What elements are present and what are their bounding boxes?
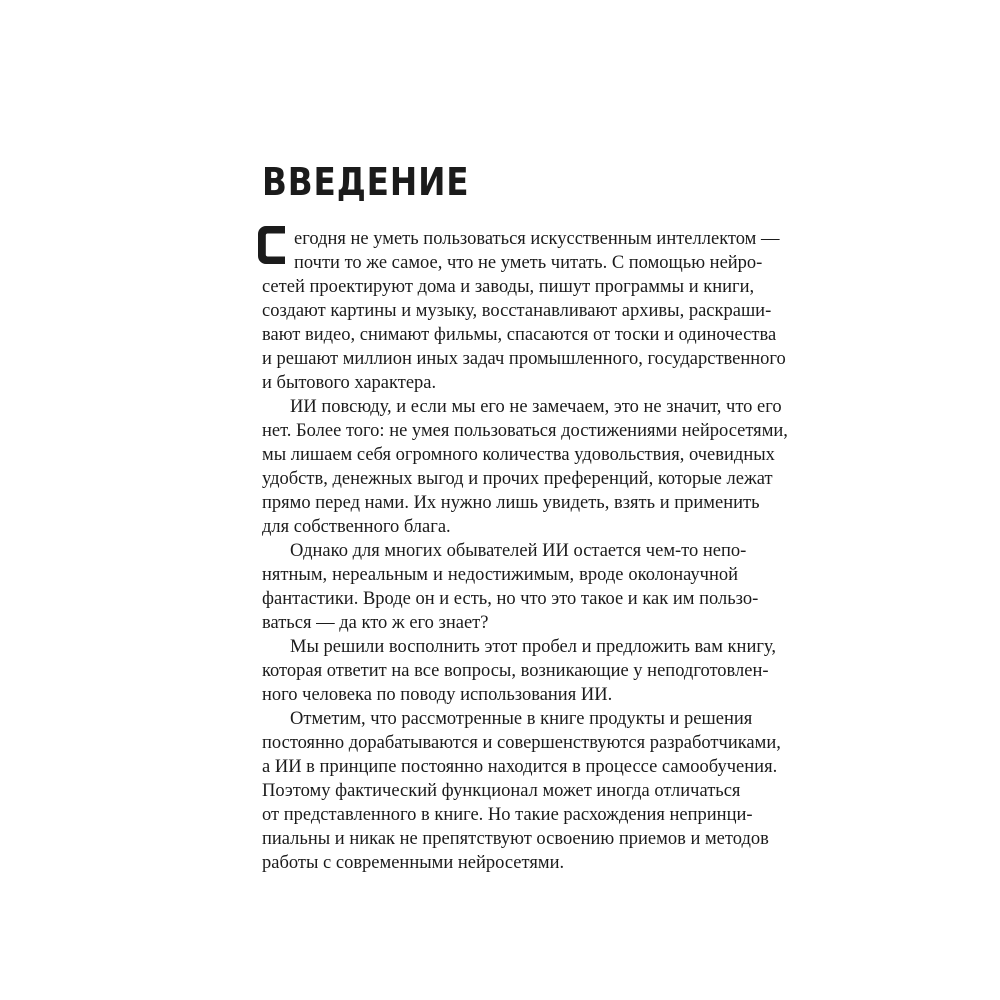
text-line: сетей проектируют дома и заводы, пишут программы и книги, — [262, 277, 755, 297]
text-line: нятным, нереальным и недостижимым, вроде околонаучной — [262, 565, 738, 585]
text-line: Мы решили восполнить этот пробел и предложить вам книгу, — [290, 637, 776, 657]
text-line: Отметим, что рассмотренные в книге продукты и решения — [290, 709, 753, 729]
text-line: Поэтому фактический функционал может иногда отличаться — [262, 781, 741, 801]
text-line: которая ответит на все вопросы, возникающие у неподготовлен- — [262, 661, 769, 681]
text-line: для собственного блага. — [262, 517, 451, 537]
text-line: пиальны и никак не препятствуют освоению приемов и методов — [262, 829, 769, 849]
text-line: а ИИ в принципе постоянно находится в процессе самообучения. — [262, 757, 778, 777]
text-line: ИИ повсюду, и если мы его не замечаем, это не значит, что его — [290, 397, 782, 417]
text-line: почти то же самое, что не уметь читать. С помощью нейро- — [294, 253, 763, 273]
text-line: мы лишаем себя огромного количества удовольствия, очевидных — [262, 445, 775, 465]
text-line: егодня не уметь пользоваться искусственным интеллектом — — [294, 229, 780, 249]
text-line: ного человека по поводу использования ИИ. — [262, 685, 613, 705]
text-line: постоянно дорабатываются и совершенствуются разработчиками, — [262, 733, 781, 753]
text-line: создают картины и музыку, восстанавливают архивы, раскраши- — [262, 301, 772, 321]
text-line: и бытового характера. — [262, 373, 437, 393]
text-line: фантастики. Вроде он и есть, но что это такое и как им пользо- — [262, 589, 759, 609]
text-line: ваться — да кто ж его знает? — [262, 613, 489, 633]
text-line: вают видео, снимают фильмы, спасаются от тоски и одиночества — [262, 325, 777, 345]
text-line: Однако для многих обывателей ИИ остается чем-то непо- — [290, 541, 747, 561]
chapter-heading: ВВЕДЕНИЕ — [262, 160, 470, 204]
text-line: удобств, денежных выгод и прочих преференций, которые лежат — [262, 469, 773, 489]
text-line: нет. Более того: не умея пользоваться достижениями нейросетями, — [262, 421, 788, 441]
text-line: и решают миллион иных задач промышленного, государственного — [262, 349, 786, 369]
text-line: от представленного в книге. Но такие расхождения непринци- — [262, 805, 753, 825]
text-line: работы с современными нейросетями. — [262, 853, 565, 873]
text-line: прямо перед нами. Их нужно лишь увидеть, взять и применить — [262, 493, 760, 513]
